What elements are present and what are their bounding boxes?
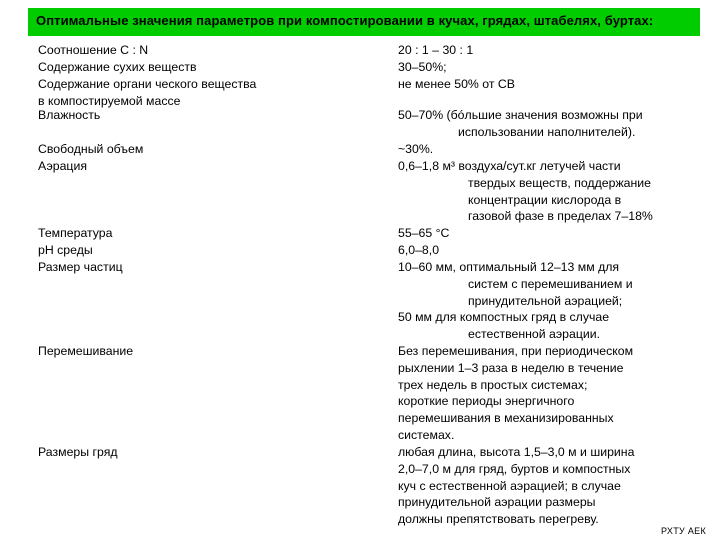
param-value-free-volume <box>398 141 698 158</box>
label-line: Аэрация <box>38 159 87 173</box>
value-line: рыхлении 1–3 раза в неделю в течение <box>398 360 624 375</box>
param-label-organic <box>38 76 378 110</box>
param-label-free-volume <box>38 141 378 158</box>
value-line: использовании наполнителей). <box>458 124 636 139</box>
param-value-particle-size <box>398 259 698 343</box>
value-line: 50 мм для компостных гряд в случае <box>398 310 610 325</box>
param-label-windrow-size <box>38 444 378 461</box>
label-line: Свободный объем <box>38 142 144 156</box>
param-value-mixing <box>398 343 698 444</box>
value-line: Без перемешивания, при периодическом <box>398 344 634 358</box>
param-value-temperature <box>398 225 698 242</box>
value-line: 30–50%; <box>398 60 447 74</box>
label-line: Содержание сухих веществ <box>38 60 197 74</box>
param-value-moisture <box>398 107 698 141</box>
value-line: твердых веществ, поддержание <box>468 175 652 190</box>
label-line: Температура <box>38 226 113 240</box>
param-value-windrow-size <box>398 444 698 528</box>
value-line: 6,0–8,0 <box>398 243 440 257</box>
value-line: 10–60 мм, оптимальный 12–13 мм для <box>398 260 620 274</box>
label-line: Влажность <box>38 108 101 122</box>
param-label-ph <box>38 242 378 259</box>
value-line: любая длина, высота 1,5–3,0 м и ширина <box>398 445 635 459</box>
value-line: 20 : 1 – 30 : 1 <box>398 43 474 57</box>
value-line: куч с естественной аэрацией; в случае <box>398 478 621 493</box>
footer-caption: РХТУ АЕК <box>661 526 706 536</box>
value-line: 50–70% (бóльшие значения возможны при <box>398 108 643 122</box>
title-banner <box>28 8 700 36</box>
label-line: Размер частиц <box>38 260 123 274</box>
label-line: в компостируемой массе <box>38 93 181 108</box>
value-line: системах. <box>398 427 455 442</box>
value-line: ~30%. <box>398 142 434 156</box>
param-label-mixing <box>38 343 378 360</box>
value-line: 55–65 °C <box>398 226 450 240</box>
param-value-cn <box>398 42 698 59</box>
label-line: Перемешивание <box>38 344 134 358</box>
param-label-cn <box>38 42 378 59</box>
param-value-organic <box>398 76 698 93</box>
label-line: Размеры гряд <box>38 445 118 459</box>
value-line: концентрации кислорода в <box>468 192 622 207</box>
value-line: 2,0–7,0 м для гряд, буртов и компостных <box>398 461 631 476</box>
param-label-moisture <box>38 107 378 124</box>
param-value-aeration <box>398 158 698 225</box>
param-label-aeration <box>38 158 378 175</box>
value-line: принудительной аэрацией; <box>468 293 623 308</box>
value-line: принудительной аэрации размеры <box>398 495 596 510</box>
label-line: Содержание органи ческого вещества <box>38 77 257 91</box>
param-value-ph <box>398 242 698 259</box>
label-line: Соотношение C : N <box>38 43 149 57</box>
value-line: должны препятствовать перегреву. <box>398 512 599 527</box>
param-label-particle-size <box>38 259 378 276</box>
label-line: pH среды <box>38 243 93 257</box>
page-title: Оптимальные значения параметров при компостировании в кучах, грядах, штабелях, буртах: <box>36 13 654 28</box>
param-label-dry-matter <box>38 59 378 76</box>
value-line: перемешивания в механизированных <box>398 411 614 426</box>
param-label-temperature <box>38 225 378 242</box>
value-line: 0,6–1,8 м³ воздуха/сут.кг летучей части <box>398 159 621 173</box>
value-line: газовой фазе в пределах 7–18% <box>468 209 653 224</box>
value-line: трех недель в простых системах; <box>398 377 588 392</box>
param-value-dry-matter <box>398 59 698 76</box>
value-line: короткие периоды энергичного <box>398 394 575 409</box>
value-line: систем с перемешиванием и <box>468 276 633 291</box>
value-line: естественной аэрации. <box>468 327 601 342</box>
value-line: не менее 50% от СВ <box>398 77 515 91</box>
